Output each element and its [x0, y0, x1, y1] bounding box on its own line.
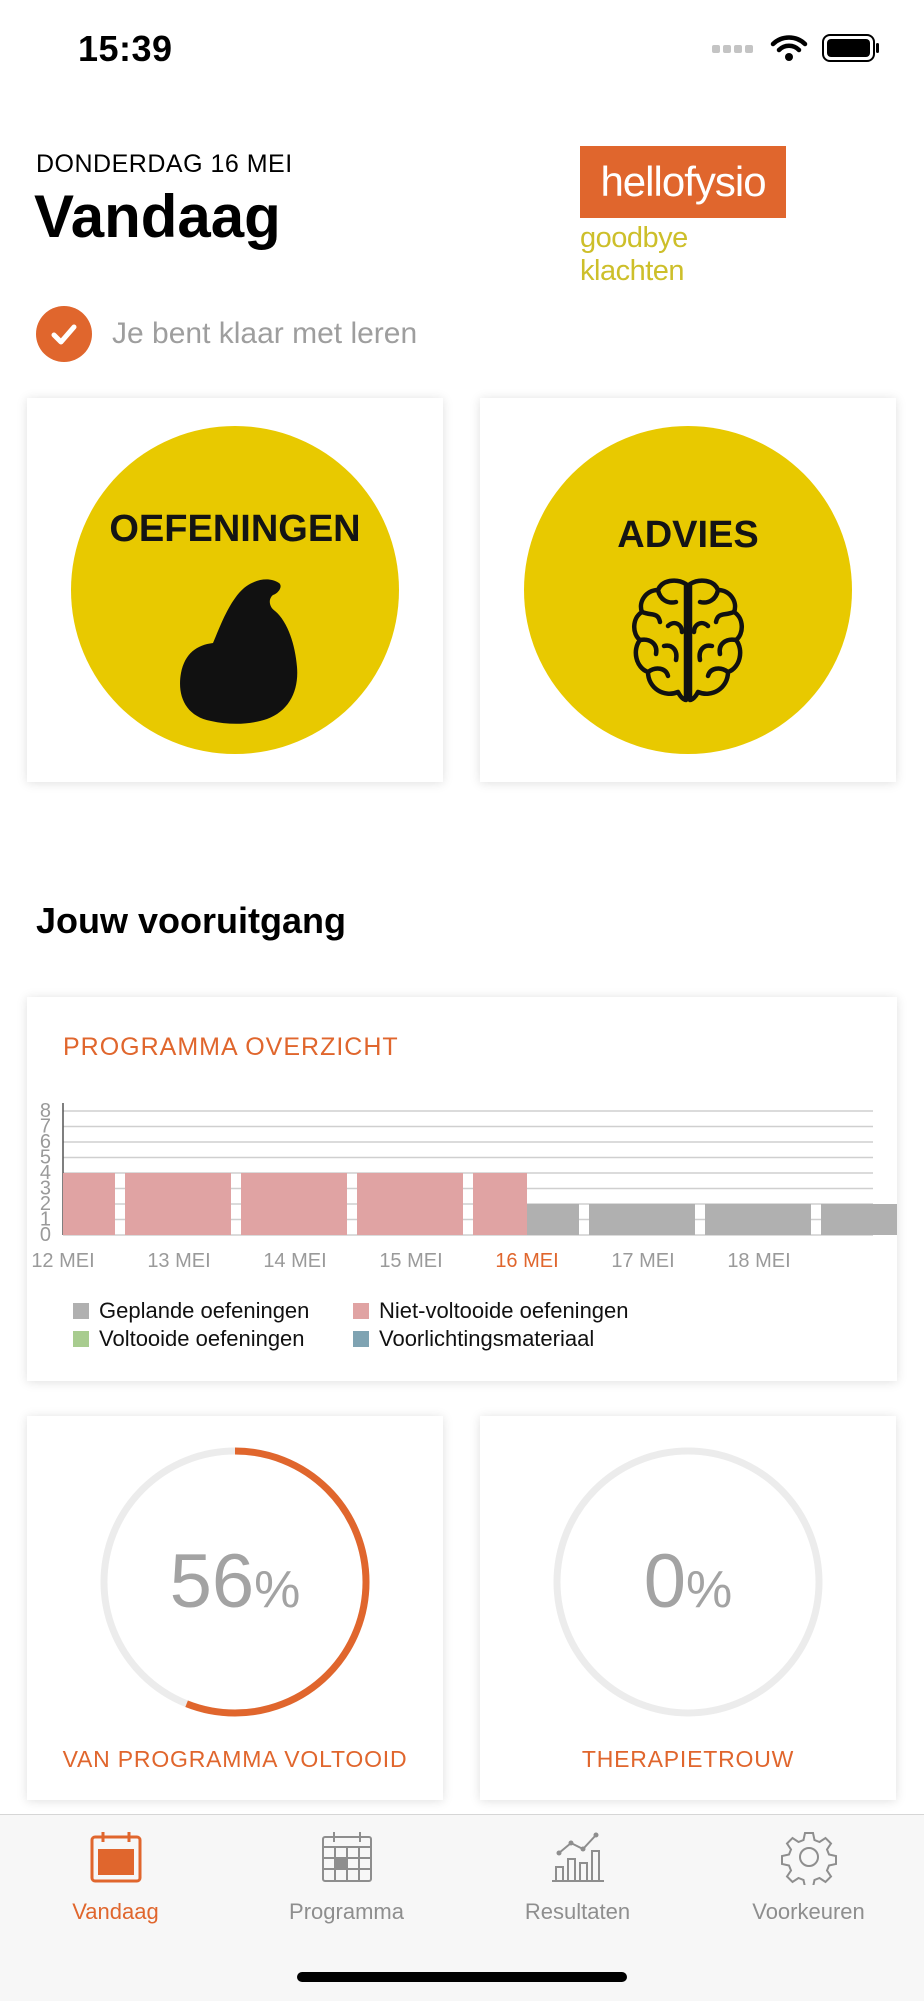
program-completed-label: VAN PROGRAMMA VOLTOOID [62, 1746, 408, 1772]
y-tick-label: 7 [39, 1115, 51, 1138]
logo-wordmark [580, 146, 786, 218]
legend-info [353, 1326, 594, 1352]
y-tick-label: 0 [39, 1224, 51, 1246]
calendar-grid-icon [319, 1829, 375, 1885]
tab-vandaag-label: Vandaag [72, 1899, 159, 1924]
chart-icon [550, 1829, 606, 1885]
chart-bar [821, 1204, 875, 1235]
advice-tile[interactable] [480, 398, 896, 782]
learning-status-text: Je bent klaar met leren [112, 317, 418, 350]
adherence-label: THERAPIETROUW [581, 1746, 795, 1772]
chart-bar [295, 1173, 347, 1235]
advice-label: ADVIES [617, 514, 759, 556]
exercises-label: OEFENINGEN [109, 508, 361, 550]
legend-planned [73, 1298, 335, 1324]
x-tick-label: 13 MEI [147, 1250, 211, 1272]
chart-bar [589, 1204, 643, 1235]
program-chart-card [27, 997, 897, 1381]
learning-status [36, 306, 417, 362]
program-completed-unit: % [254, 1561, 301, 1619]
chart-bar [527, 1204, 579, 1235]
adherence-number: 0 [643, 1539, 687, 1624]
logo-wordmark-part1: hello [600, 158, 685, 205]
tab-programma-label: Programma [289, 1899, 404, 1924]
tab-resultaten[interactable] [462, 1815, 693, 1935]
exercises-tile[interactable] [27, 398, 443, 782]
hellofysio-logo [580, 146, 790, 288]
chart-legend [73, 1297, 629, 1353]
program-completed-card[interactable] [27, 1416, 443, 1800]
chart-bar [125, 1173, 179, 1235]
page-title: Vandaag [34, 183, 281, 250]
section-title: Jouw vooruitgang [36, 900, 346, 941]
program-completed-number: 56 [169, 1539, 255, 1624]
legend-not-completed [353, 1298, 629, 1324]
x-tick-label: 12 MEI [31, 1250, 95, 1272]
x-tick-label: 18 MEI [727, 1250, 791, 1272]
adherence-unit: % [686, 1561, 733, 1619]
adherence-card[interactable] [480, 1416, 896, 1800]
chart-bar [759, 1204, 811, 1235]
status-bar [0, 0, 924, 100]
chart-bar [473, 1173, 527, 1235]
tab-resultaten-label: Resultaten [524, 1899, 631, 1924]
chart-bar [63, 1173, 115, 1235]
x-tick-label: 16 MEI [495, 1250, 559, 1272]
status-icons [712, 34, 880, 62]
brain-icon [628, 576, 748, 706]
x-tick-label: 17 MEI [611, 1250, 675, 1272]
chart-bar [705, 1204, 759, 1235]
chart-bar [411, 1173, 463, 1235]
home-indicator [297, 1972, 627, 1982]
y-tick-label: 6 [39, 1131, 51, 1153]
battery-icon [822, 34, 880, 62]
adherence-value [480, 1538, 896, 1625]
tab-vandaag[interactable] [0, 1815, 231, 1935]
date-label: DONDERDAG 16 MEI [36, 150, 293, 178]
legend-info-label: Voorlichtingsmateriaal [379, 1326, 595, 1351]
legend-planned-label: Geplande oefeningen [99, 1298, 310, 1323]
gear-icon [781, 1829, 837, 1885]
wifi-icon [770, 34, 808, 62]
tab-programma[interactable] [231, 1815, 462, 1935]
status-time: 15:39 [78, 28, 173, 69]
y-tick-label: 2 [39, 1193, 51, 1215]
chart-bar [241, 1173, 295, 1235]
flexed-arm-icon [167, 563, 307, 728]
logo-wordmark-part2: fysio [684, 158, 766, 205]
y-tick-label: 5 [39, 1146, 51, 1169]
legend-completed [73, 1326, 335, 1352]
legend-not-completed-label: Niet-voltooide oefeningen [379, 1298, 629, 1323]
x-tick-label: 14 MEI [263, 1250, 327, 1272]
tab-voorkeuren[interactable] [693, 1815, 924, 1935]
chart-bar [357, 1173, 411, 1235]
logo-tagline: goodbye klachten [580, 222, 688, 287]
chart-title: PROGRAMMA OVERZICHT [63, 1033, 399, 1061]
signal-icon [712, 42, 756, 54]
x-tick-label: 15 MEI [379, 1250, 443, 1272]
tab-voorkeuren-label: Voorkeuren [752, 1899, 865, 1924]
y-tick-label: 4 [39, 1162, 51, 1184]
y-tick-label: 8 [39, 1100, 51, 1122]
y-tick-label: 1 [39, 1208, 51, 1231]
y-tick-label: 3 [39, 1177, 51, 1200]
checkmark-icon [36, 306, 92, 362]
legend-completed-label: Voltooide oefeningen [99, 1326, 305, 1351]
calendar-today-icon [88, 1829, 144, 1885]
chart-bar [875, 1204, 897, 1235]
chart-bar [643, 1204, 695, 1235]
program-completed-value [27, 1538, 443, 1625]
chart-bar [179, 1173, 231, 1235]
program-chart [27, 997, 897, 1297]
